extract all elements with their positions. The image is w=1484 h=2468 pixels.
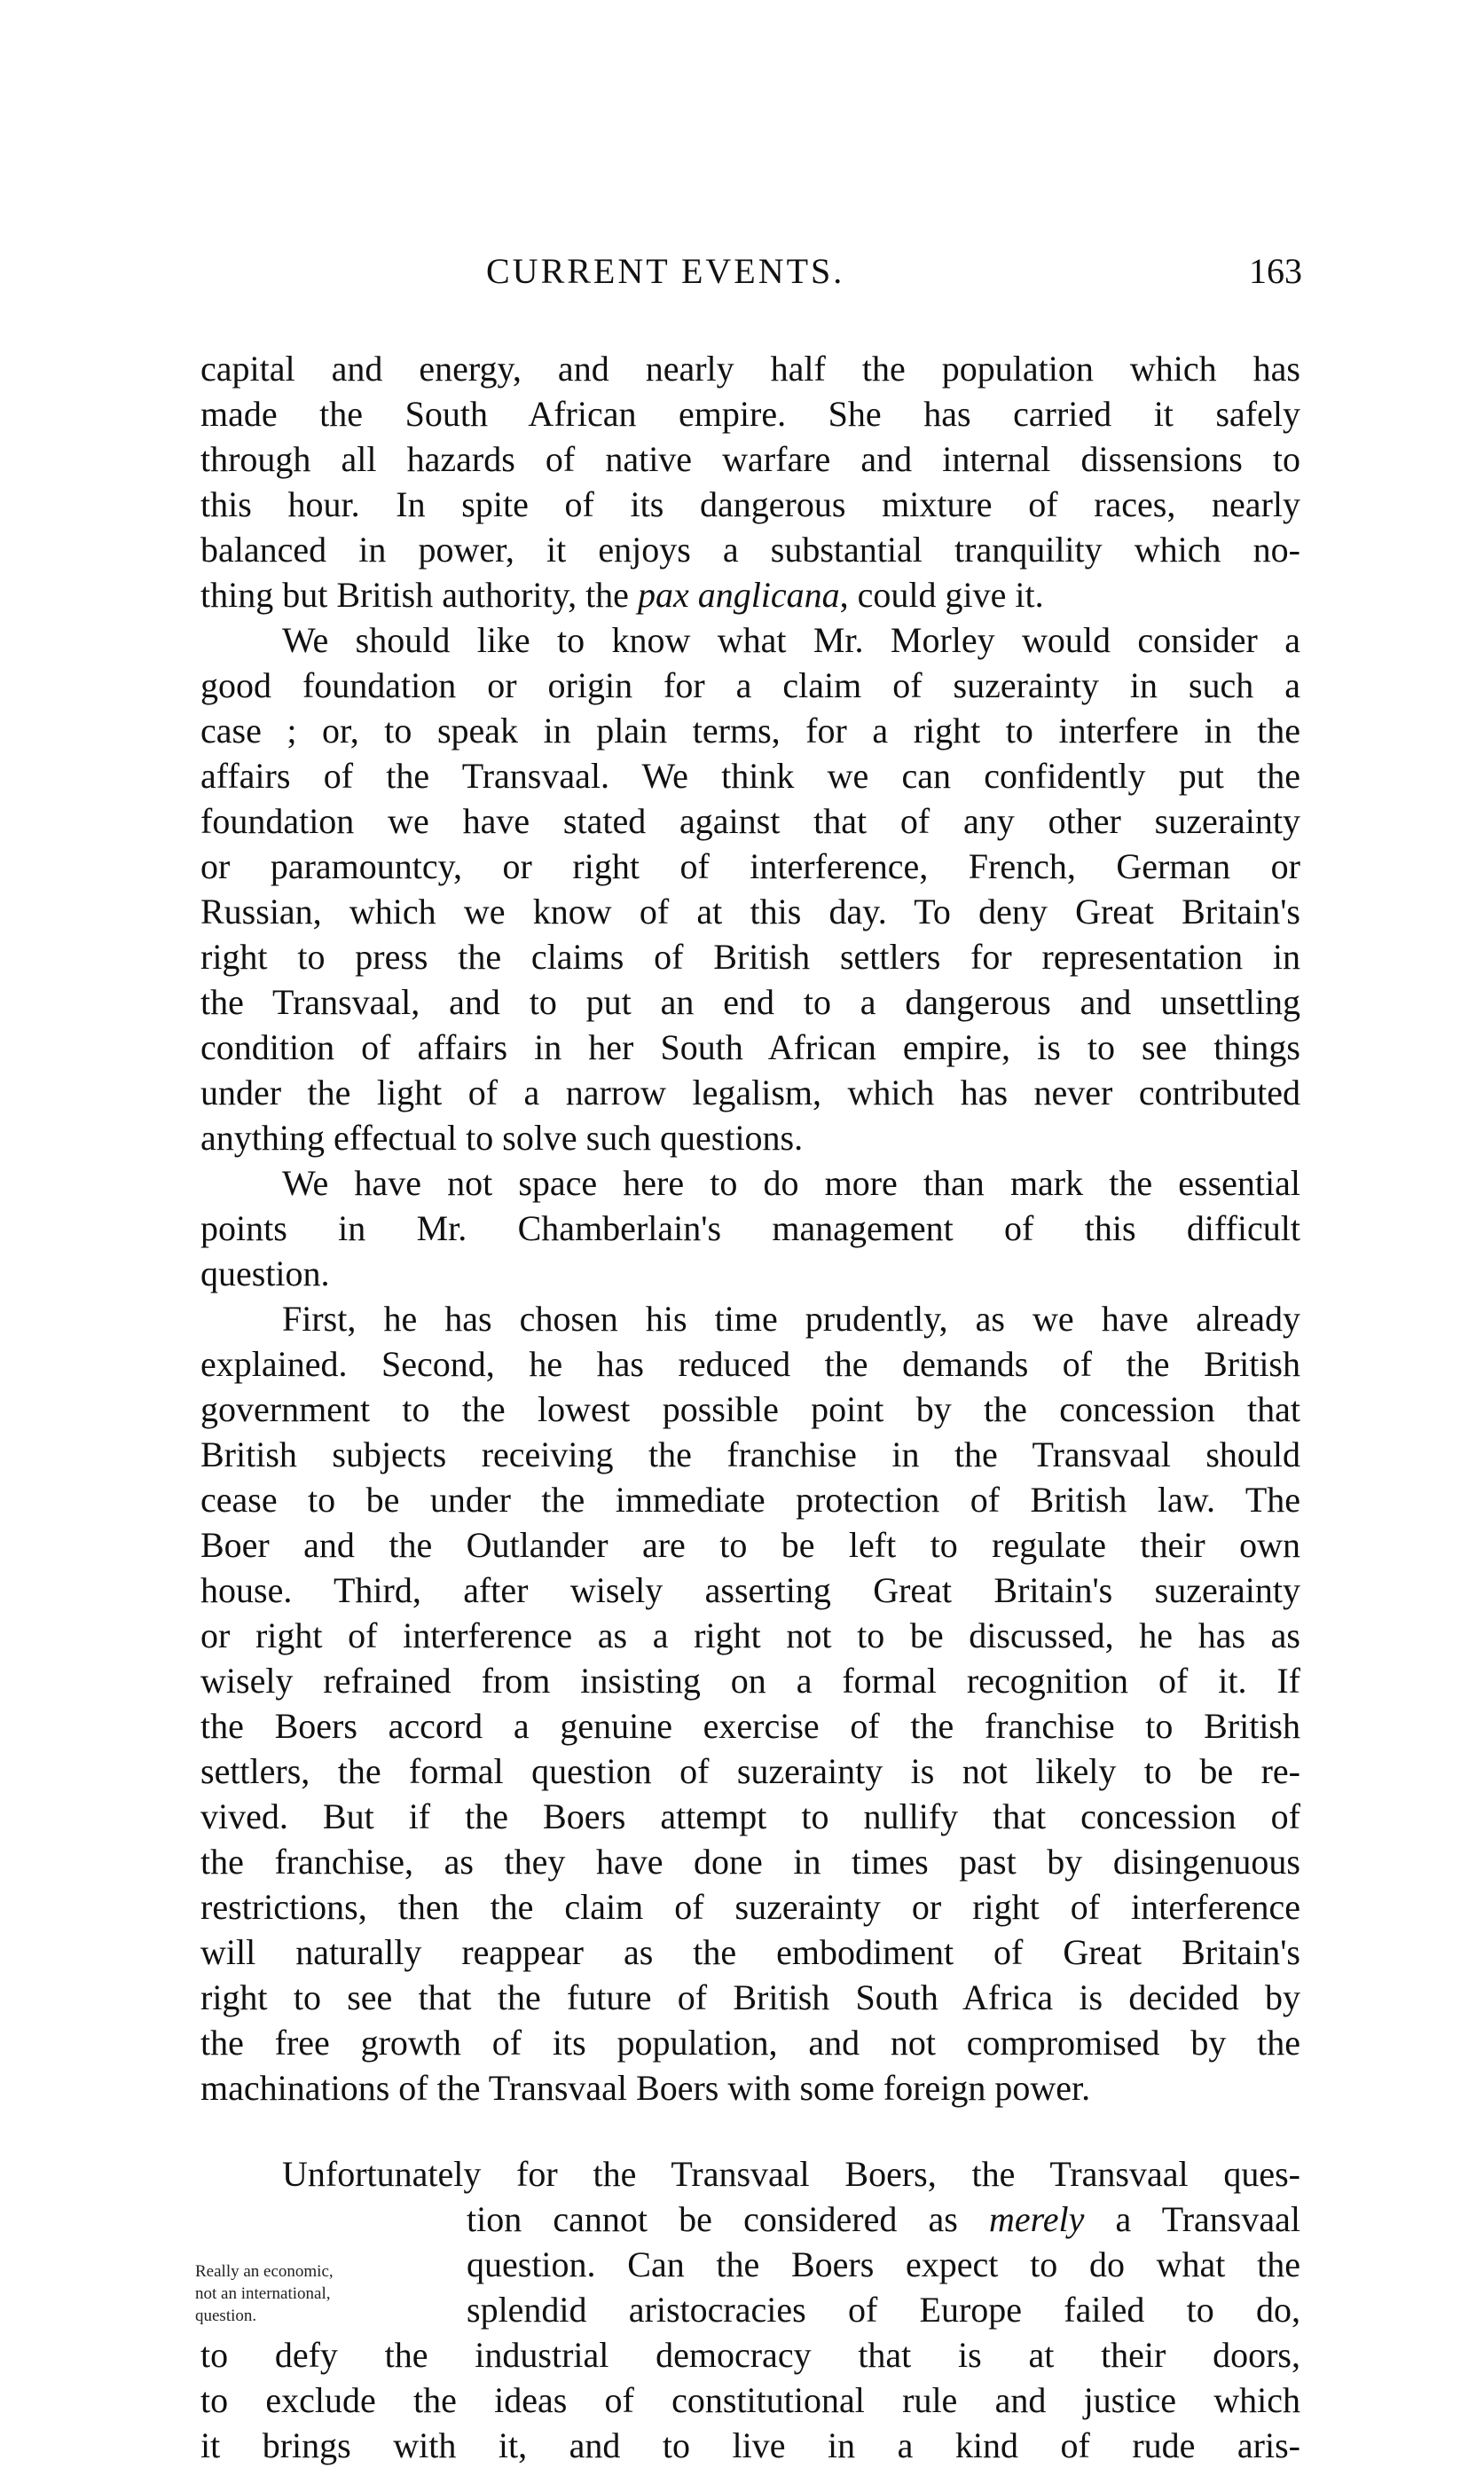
text-line: question. Can the Boers expect to do what the (467, 2244, 1300, 2284)
text-run: tion cannot be considered as (467, 2199, 989, 2239)
text-line: anything effectual to solve such questions. (200, 1118, 804, 1158)
section-gap (200, 2110, 1300, 2151)
text-line: Unfortunately for the Transvaal Boers, the Transvaal ques- (282, 2154, 1300, 2194)
text-line: the Boers accord a genuine exercise of the franchise to British (200, 1706, 1300, 1746)
text-line: Russian, which we know of at this day. To deny Great Britain's (200, 892, 1300, 931)
margin-note-line: question. (195, 2307, 257, 2325)
italic-phrase: pax anglicana (637, 575, 840, 615)
text-line: Boer and the Outlander are to be left to regulate their own (200, 1525, 1300, 1565)
body-text (195, 346, 1300, 2468)
text-line: balanced in power, it enjoys a substantial tranquility which no- (200, 530, 1300, 570)
text-line: made the South African empire. She has carried it safely (200, 394, 1300, 434)
text-line: British subjects receiving the franchise in the Transvaal should (200, 1434, 1300, 1474)
page-number: 163 (1249, 251, 1302, 291)
text-line: government to the lowest possible point by the concession that (200, 1389, 1300, 1429)
text-line: under the light of a narrow legalism, which has never contributed (200, 1073, 1300, 1112)
paragraph-5 (195, 2151, 1300, 2468)
text-line: the free growth of its population, and not compromised by the (200, 2023, 1300, 2063)
paragraph-2 (200, 617, 1300, 1160)
paragraph-1 (200, 346, 1300, 617)
paragraph-3 (200, 1160, 1300, 1296)
text-line: through all hazards of native warfare and internal dissensions to (200, 439, 1300, 479)
margin-note (195, 2260, 364, 2327)
text-line: explained. Second, he has reduced the demands of the British (200, 1344, 1300, 1384)
text-line: to exclude the ideas of constitutional rule and justice which (200, 2380, 1300, 2420)
text-line: First, he has chosen his time prudently, as we have already (282, 1299, 1300, 1339)
text-line: the Transvaal, and to put an end to a dangerous and unsettling (200, 982, 1300, 1022)
text-line: or paramountcy, or right of interference, French, German or (200, 846, 1300, 886)
text-line: good foundation or origin for a claim of suzerainty in such a (200, 665, 1300, 705)
text-line: question. (200, 1254, 330, 1293)
margin-note-line: Really an economic, (195, 2262, 334, 2281)
text-line: affairs of the Transvaal. We think we can confidently put the (200, 756, 1300, 796)
text-line: splendid aristocracies of Europe failed to do, (467, 2290, 1300, 2330)
text-line: right to see that the future of British South Africa is decided by (200, 1977, 1300, 2017)
text-line: points in Mr. Chamberlain's management of this difficult (200, 1208, 1300, 1248)
text-line: right to press the claims of British settlers for representation in (200, 937, 1300, 977)
text-line: We should like to know what Mr. Morley would consider a (282, 620, 1300, 660)
text-line: house. Third, after wisely asserting Great Britain's suzerainty (200, 1570, 1300, 1610)
text-line: settlers, the formal question of suzerainty is not likely to be re- (200, 1751, 1300, 1791)
text-line: capital and energy, and nearly half the population which has (200, 349, 1300, 389)
text-line (200, 2197, 1300, 2242)
text-line: will naturally reappear as the embodiment of Great Britain's (200, 1932, 1300, 1972)
text-line: We have not space here to do more than mark the essential (282, 1163, 1300, 1203)
text-line: cease to be under the immediate protection of British law. The (200, 1480, 1300, 1520)
text-line: wisely refrained from insisting on a formal recognition of it. If (200, 1661, 1300, 1701)
text-run: thing but British authority, the (200, 575, 638, 615)
italic-word: merely (989, 2199, 1085, 2239)
text-line: foundation we have stated against that of any other suzerainty (200, 801, 1300, 841)
text-line: machinations of the Transvaal Boers with some foreign power. (200, 2068, 1091, 2108)
text-line: vived. But if the Boers attempt to nullify that concession of (200, 1796, 1300, 1836)
text-line: condition of affairs in her South African empire, is to see things (200, 1027, 1300, 1067)
text-run: a Transvaal (1084, 2199, 1300, 2239)
text-line: this hour. In spite of its dangerous mixture of races, nearly (200, 484, 1300, 524)
text-run: , could give it. (839, 575, 1044, 615)
running-head: CURRENT EVENTS. (486, 251, 845, 291)
text-line: to defy the industrial democracy that is at their doors, (200, 2335, 1300, 2375)
margin-note-line: not an international, (195, 2284, 331, 2303)
paragraph-4 (200, 1296, 1300, 2110)
text-line: it brings with it, and to live in a kind of rude aris- (200, 2425, 1300, 2465)
text-line: or right of interference as a right not to be discussed, he has as (200, 1615, 1300, 1655)
text-line (200, 572, 1300, 617)
text-line: the franchise, as they have done in times past by disingenuous (200, 1842, 1300, 1882)
text-line: restrictions, then the claim of suzerainty or right of interference (200, 1887, 1300, 1927)
text-line: case ; or, to speak in plain terms, for a right to interfere in the (200, 711, 1300, 751)
